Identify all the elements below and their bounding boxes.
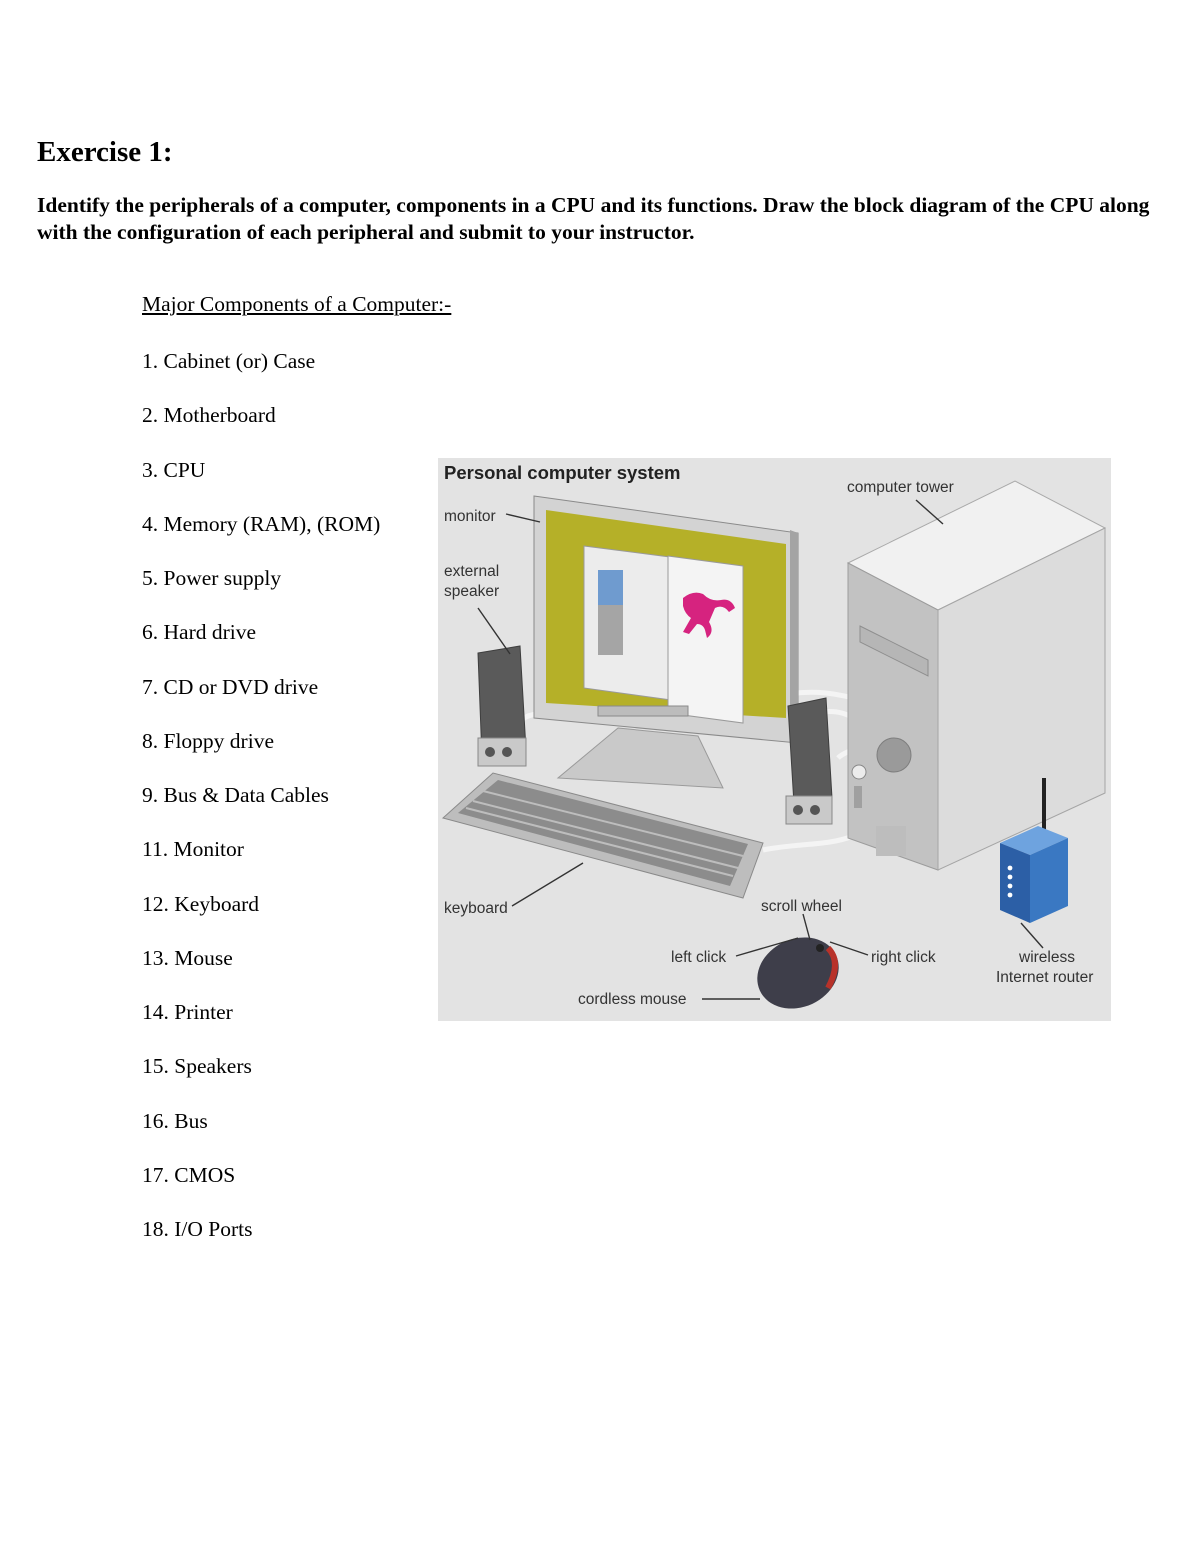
label-keyboard: keyboard xyxy=(444,900,508,917)
label-external-speaker-line1: external xyxy=(444,563,500,580)
list-item: 14. Printer xyxy=(142,1000,233,1024)
label-scroll-wheel: scroll wheel xyxy=(761,898,842,915)
list-item: 12. Keyboard xyxy=(142,891,260,916)
pc-system-figure xyxy=(438,458,1111,1021)
list-item: 17. CMOS xyxy=(142,1162,236,1187)
label-monitor: monitor xyxy=(444,508,496,525)
list-item: 13. Mouse xyxy=(142,945,233,970)
list-item: 11. Monitor xyxy=(142,837,244,862)
list-item: 7. CD or DVD drive xyxy=(142,674,319,699)
label-router-line2: Internet router xyxy=(996,969,1094,986)
list-item: 16. Bus xyxy=(142,1108,208,1133)
components-list xyxy=(142,347,380,1269)
list-item: 3. CPU xyxy=(142,457,206,482)
list-item: 18. I/O Ports xyxy=(142,1217,253,1241)
list-item: 1. Cabinet (or) Case xyxy=(142,349,316,373)
label-computer-tower: computer tower xyxy=(847,479,954,496)
components-heading: Major Components of a Computer:- xyxy=(142,292,452,316)
list-item: 4. Memory (RAM), (ROM) xyxy=(142,511,381,536)
label-cordless-mouse: cordless mouse xyxy=(578,991,687,1008)
label-router-line1: wireless xyxy=(1019,949,1075,966)
speaker-left xyxy=(478,646,526,766)
list-item: 15. Speakers xyxy=(142,1054,252,1079)
label-right-click: right click xyxy=(871,949,936,966)
exercise-instructions: Identify the peripherals of a computer, components in a CPU and its functions. Draw the block diagram of the CPU along with the configuration of each peripheral and submit to your instructor. xyxy=(37,193,1150,244)
exercise-title: Exercise 1: xyxy=(37,136,173,168)
label-external-speaker-line2: speaker xyxy=(444,583,500,600)
list-item: 9. Bus & Data Cables xyxy=(142,783,329,807)
list-item: 6. Hard drive xyxy=(142,620,257,645)
list-item: 5. Power supply xyxy=(142,566,282,590)
speaker-right xyxy=(786,698,832,824)
list-item: 2. Motherboard xyxy=(142,403,276,428)
label-left-click: left click xyxy=(671,949,727,966)
list-item: 8. Floppy drive xyxy=(142,728,274,753)
figure-title: Personal computer system xyxy=(444,462,681,483)
